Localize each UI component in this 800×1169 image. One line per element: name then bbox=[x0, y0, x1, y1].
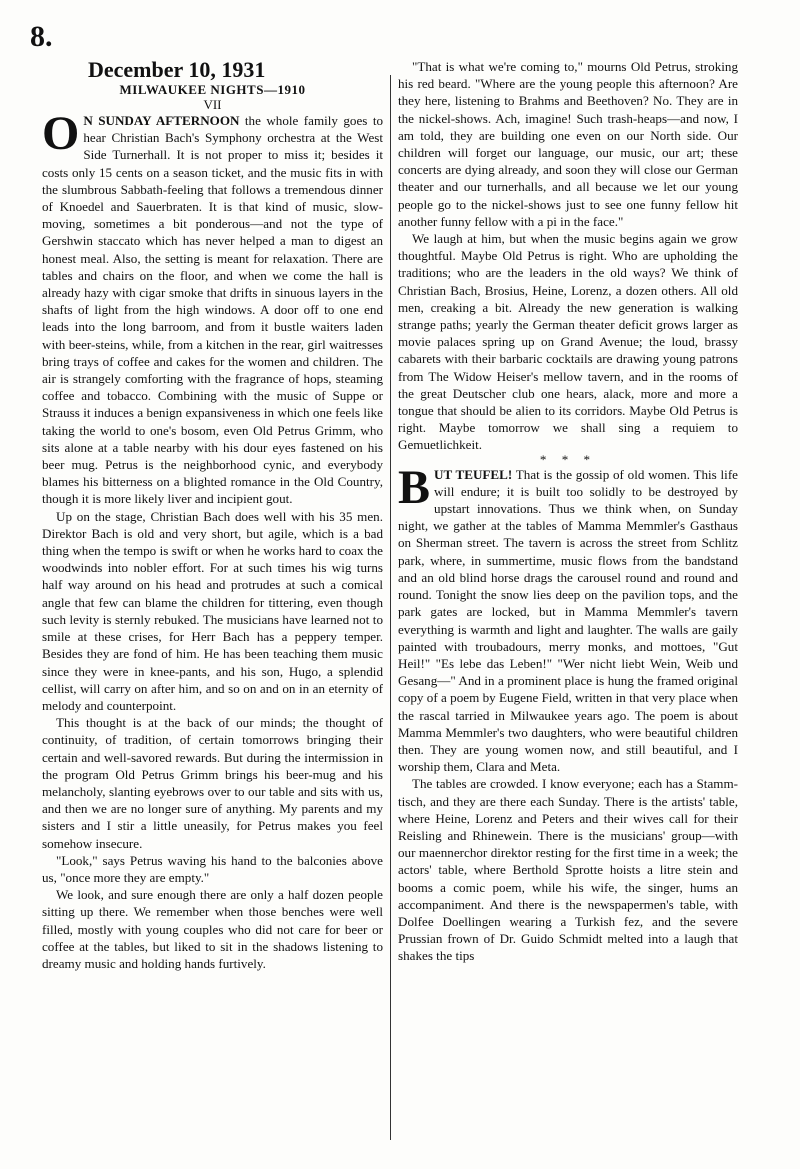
section-divider: * * * bbox=[539, 451, 597, 467]
paragraph-text: the whole family goes to hear Christian Bach's Symphony orchestra at the West Side Turnerhall. It is not proper to miss it; besides it costs only 15 cents on a season ticket, and the music fits in with the slumbrous Sabbath-feeling that follows a tremendous dinner of Knoedel and Sauerbraten. It is that kind of music, slow-moving, sometimes a bit ponderous—and not the type of Gershwin staccato which has never helped a man to digest an honest meal. Also, the setting is meant for relaxation. There are tables and chairs on the floor, and when we come the hall is already hazy with cigar smoke that drifts in sinuous layers in the shafts of light from the high windows. A door off to one end leads into the long barroom, and from it bustle waiters laden with beer-steins, while, from a kitchen in the rear, girl waitresses bring trays of coffee and cakes for the women and children. The air is strangely comforting with the fragrance of hops, steaming coffee and tobacco. Combining with the music of Suppe or Strauss it induces a benign expansiveness in which one feels like taking the world to one's bosom, even Old Petrus Grimm, who sits alone at a table nearby with his dour eyes fastened on his beer mug. Petrus is the neighborhood cynic, and everybody blames his bitterness on a blighted romance in the Old Country, though it is more likely liver and incipient gout. bbox=[42, 113, 384, 507]
right-column bbox=[398, 58, 738, 965]
paragraph-text: That is the gossip of old women. This life will endure; it is built too solidly to be destroyed by upstart innovations. Thus we think when, on Sunday night, we gather at the tables of Mamma Memmler's Gasthaus on Sherman street. The tavern is across the street from Schlitz park, where, in summertime, music flows from the bandstand and an old blind horse drags the carousel round and round and round. Tonight the snow lies deep on the pavilion tops, and the park gates are locked, but in Mamma Memmler's tavern everything is warmth and light and laughter. The walls are gaily painted with troubadours, merry monks, and mottoes, "Gut Heil!" "Es lebe das Leben!" "Wer nicht liebt Wein, Weib und Gesang—" And in a prominent place is hung the framed original copy of a poem by Eugene Field, written in that very place when the rascal tarried in Milwaukee years ago. The poem is about Mamma Memmler's two daughters, who were beautiful children then. They are young women now, and still beautiful, and I worship them, Clara and Meta. bbox=[398, 466, 738, 775]
paragraph-7: We laugh at him, but when the music begins again we grow thoughtful. Maybe Old Petrus is right. Who are upholding the traditions; who are the leaders in the old ways? We think of Christian Bach, Brosius, Heine, Lorenz, a dozen others. All old men, creaking a bit. Already the new generation is walking strange paths; yearly the German theater deficit grows larger as movie palaces spring up on Grand Avenue; the loud, brassy cabarets with their barbaric cocktails are drawing young patrons from The Widow Heiser's mellow tavern, and in the rooms of the great Deutscher club one hears, alack, more and more a tongue that should be alien to its corridors. Maybe Old Petrus is right. Maybe tomorrow we shall sing a requiem to Gemuetlichkeit. bbox=[398, 231, 738, 453]
left-column bbox=[42, 58, 383, 972]
paragraph-1 bbox=[42, 107, 384, 508]
paragraph-3: This thought is at the back of our minds; the thought of continuity, of tradition, of certain tomorrows bringing their certain and well-savored rewards. But during the intermission in the program Old Petrus Grimm brings his beer-mug and his melancholy, slanting eyebrows over to our table and sits with us, and then we are no longer sure of anything. My parents and my sisters and I stir a little uneasily, for Petrus makes you feel somehow insecure. bbox=[42, 715, 383, 851]
drop-cap: O bbox=[42, 107, 80, 160]
paragraph-5: We look, and sure enough there are only a half dozen people sitting up there. We remember when those benches were well filled, mostly with young couples who did not care for beer or coffee at the tables, but liked to sit in the shadows listening to dreamy music and holding hands furtively. bbox=[42, 887, 383, 971]
paragraph-4: "Look," says Petrus waving his hand to the balconies above us, "once more they are empty." bbox=[42, 852, 383, 885]
lead-in: N SUNDAY AFTERNOON bbox=[83, 113, 240, 128]
section-number: VII bbox=[203, 97, 222, 112]
paragraph-8 bbox=[398, 460, 738, 776]
column-rule bbox=[390, 75, 391, 1140]
headline: MILWAUKEE NIGHTS—1910 bbox=[119, 82, 306, 97]
paragraph-9: The tables are crowded. I know everyone; each has a Stamm-tisch, and they are there each Sunday. There is the artists' table, where Heine, Lorenz and Peters and their wives call for their Reisling and Rhinewein. There is the musicians' group—with our maennerchor direktor resting for the first time in a week; the actors' table, where Berthold Sprotte hoists a litre stein and booms a comic poem, while his wife, the singer, hums an accompaniment. And there is the newspapermen's table, with Dolfee Doellingen wearing a Turkish fez, and the severe Prussian frown of Dr. Guido Schmidt melted into a laugh that shakes the tips bbox=[398, 776, 738, 964]
paragraph-2: Up on the stage, Christian Bach does well with his 35 men. Direktor Bach is old and very short, but agile, which is a bad thing when the tempo is swift or when he works hard to coax the woodwinds into nobler effort. For at such times his wig turns half way around on his head and protrudes at such a comical angle that few can blame the children for tittering, even though such levity is sternly rebuked. The musicians have learned not to smile at these crises, for Herr Bach has a peppery temper. Besides they are fond of him. He has been teaching them music since they were in knee-pants, and his son, Hugo, a splendid cellist, will carry on after him, and so on and on in an eternity of melody and counterpoint. bbox=[42, 508, 383, 713]
lead-in: UT TEUFEL! bbox=[434, 466, 513, 482]
page-number: 8. bbox=[30, 20, 53, 53]
paragraph-6: "That is what we're coming to," mourns Old Petrus, stroking his red beard. "Where are the young people this afternoon? Are they here, listening to Brahms and Beethoven? No. They are in the nickel-shows. Ach, imagine! Such trash-heaps—and now, I am told, they are building one even on our North side. Our children will forget our language, our music, our art; these concerts are dying already, and soon they will close our German theater and our turnerhalls, and all because we let our young people go to the nickel-shows just to see one funny fellow hit another funny fellow with a pi in the face." bbox=[398, 59, 738, 229]
dateline: December 10, 1931 bbox=[88, 57, 266, 82]
drop-cap: B bbox=[398, 460, 431, 514]
